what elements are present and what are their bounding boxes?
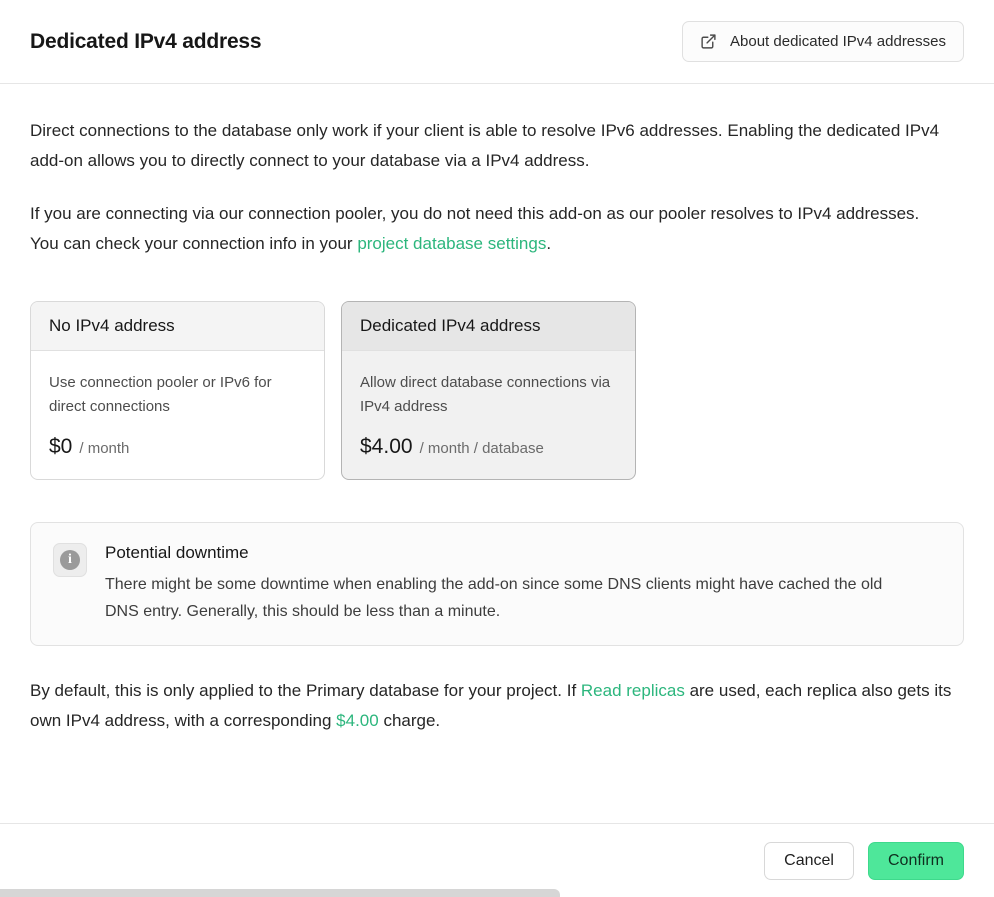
description-paragraph-2 <box>30 199 950 259</box>
about-dedicated-ipv4-button[interactable] <box>682 21 964 62</box>
option-description: Use connection pooler or IPv6 for direct connections <box>49 374 272 415</box>
option-card-no-ipv4[interactable] <box>30 301 325 480</box>
dialog-body <box>0 84 994 823</box>
option-description: Allow direct database connections via IPv4 address <box>360 374 611 415</box>
paragraph-2-text-before: If you are connecting via our connection pooler, you do not need this add-on as our pooler resolves to IPv4 addresses. You can check your connection info in your <box>30 204 920 253</box>
external-link-icon <box>700 33 717 50</box>
option-price-unit: / month / database <box>419 440 544 457</box>
notice-text: There might be some downtime when enabling the add-on since some DNS clients might have cached the old DNS entry. Generally, this should be less than a minute. <box>105 576 883 620</box>
info-icon-glyph: i <box>60 550 80 570</box>
cancel-button[interactable]: Cancel <box>764 842 854 880</box>
option-body <box>342 351 635 479</box>
notice-title: Potential downtime <box>105 543 249 562</box>
option-price-row <box>49 435 306 459</box>
footnote-part-2: are used, each replica also gets its own IPv4 address, with a corresponding <box>30 681 952 730</box>
ipv4-options <box>30 301 964 480</box>
option-price: $0 <box>49 435 73 458</box>
confirm-button[interactable]: Confirm <box>868 842 964 880</box>
dialog-footer <box>0 823 994 897</box>
footnote <box>30 676 960 736</box>
option-card-dedicated-ipv4[interactable] <box>341 301 636 480</box>
dialog-header <box>0 0 994 84</box>
potential-downtime-notice <box>30 522 964 646</box>
footnote-part-1: By default, this is only applied to the Primary database for your project. If <box>30 681 581 700</box>
page-bottom-edge <box>0 889 994 897</box>
paragraph-2-text-after: . <box>546 234 552 253</box>
option-price-row <box>360 435 617 459</box>
info-icon <box>53 543 87 577</box>
option-price-unit: / month <box>79 440 130 457</box>
option-title: No IPv4 address <box>31 302 324 351</box>
notice-content <box>105 543 920 625</box>
page-title: Dedicated IPv4 address <box>30 29 262 53</box>
option-price: $4.00 <box>360 435 413 458</box>
footnote-part-3: charge. <box>378 711 441 730</box>
project-database-settings-link[interactable]: project database settings <box>357 234 547 253</box>
footnote-price: $4.00 <box>336 711 379 730</box>
option-body <box>31 351 324 479</box>
read-replicas-link[interactable]: Read replicas <box>580 681 685 700</box>
description-paragraph-1: Direct connections to the database only work if your client is able to resolve IPv6 addresses. Enabling the dedicated IPv4 add-on allows you to directly connect to your database via a IPv4 address. <box>30 121 940 170</box>
option-title: Dedicated IPv4 address <box>342 302 635 351</box>
about-button-label: About dedicated IPv4 addresses <box>730 33 946 50</box>
